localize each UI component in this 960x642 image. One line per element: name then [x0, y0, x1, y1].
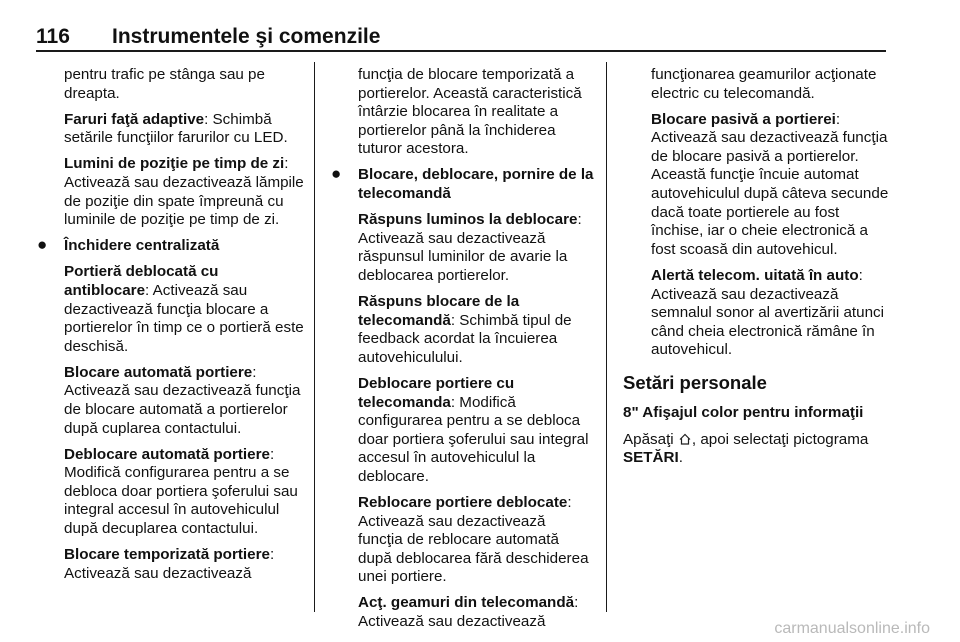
paragraph-text: funcţia de blocare temporizată a portierelor. Această caracteristică întârzie blocarea în realitate a portierelor până la închiderea tuturor acestora.: [358, 66, 582, 158]
term: Deblocare automată portiere: [64, 445, 270, 463]
definition: : Activează sau dezactivează semnalul sonor al avertizării atunci când cheia electronică rămâne în autovehicul.: [651, 266, 884, 359]
paragraph-text: funcţionarea geamurilor acţionate electric cu telecomandă.: [651, 66, 877, 102]
paragraph: [64, 546, 306, 583]
term: Blocare pasivă a portierei: [651, 110, 836, 128]
paragraph: [64, 263, 306, 356]
bullet-icon: ●: [37, 235, 48, 255]
term: Faruri faţă adaptive: [64, 110, 205, 128]
paragraph: [358, 375, 594, 487]
page-header: [0, 0, 960, 52]
term: Răspuns blocare de la telecomandă: [358, 293, 520, 329]
paragraph-text: pentru trafic pe stânga sau pe dreapta.: [64, 66, 265, 102]
term: Acţ. geamuri din telecomandă: [358, 594, 575, 612]
definition: : Schimbă tipul de feedback acordat la încuierea autovehiculului.: [358, 311, 572, 366]
paragraph: [64, 155, 306, 229]
page-number: 116: [36, 25, 70, 48]
definition: : Modifică configurarea pentru a se debloca doar portiera şoferului sau integral accesul în autovehiculul după decuplarea contactului.: [64, 445, 298, 538]
term: Răspuns luminos la deblocare: [358, 211, 578, 229]
paragraph: [651, 111, 889, 260]
term: Lumini de poziţie pe timp de zi: [64, 155, 285, 173]
section-heading: Setări personale: [623, 371, 767, 393]
term: SETĂRI: [623, 449, 679, 467]
paragraph: [651, 66, 889, 103]
paragraph: [358, 494, 594, 587]
instruction-text: Apăsaţi: [623, 430, 674, 448]
instruction-text: , apoi selectaţi pictograma: [691, 430, 869, 448]
term: Blocare temporizată portiere: [64, 546, 270, 564]
definition: : Activează sau dezactivează funcţia de blocare pasivă a portierelor. Această funcţie încuie automat autovehiculul după câteva secunde dacă toate portierele au fost închise, iar o cheie electronică a fost scoasă din autovehicul.: [651, 110, 889, 258]
definition: : Activează sau dezactivează funcţia de blocare automată a portierelor după cuplarea contactului.: [64, 363, 301, 437]
definition: : Activează sau dezactivează: [64, 546, 275, 582]
term: Deblocare portiere cu telecomanda: [358, 374, 515, 411]
term: Blocare automată portiere: [64, 363, 253, 381]
definition: : Activează sau dezactivează răspunsul luminilor de avarie la deblocarea portierelor.: [358, 211, 582, 284]
paragraph: [358, 211, 594, 285]
column-2: [331, 66, 594, 639]
column-divider-1: [314, 62, 315, 612]
paragraph: [64, 111, 306, 148]
paragraph: [64, 446, 306, 539]
definition: : Schimbă setările funcţiilor farurilor cu LED.: [64, 110, 288, 147]
term: Reblocare portiere deblocate: [358, 493, 568, 511]
paragraph: [358, 293, 594, 367]
sub-heading: 8" Afişajul color pentru informaţii: [623, 403, 864, 421]
bullet-item: [37, 235, 306, 256]
definition: : Modifică configurarea pentru a se debloca doar portiera şoferului sau integral accesul în autovehiculul la deblocare.: [358, 393, 589, 485]
bullet-label: Închidere centralizată: [64, 237, 220, 255]
header-rule: [36, 50, 886, 52]
paragraph: [358, 66, 594, 159]
column-3: [623, 66, 889, 475]
watermark-text: carmanualsonline.info: [774, 620, 930, 637]
definition: : Activează sau dezactivează: [358, 594, 579, 631]
definition: : Activează sau dezactivează funcţia de reblocare automată după deblocarea fără deschiderea unei portiere.: [358, 493, 589, 586]
paragraph: [623, 431, 889, 468]
bullet-label: Blocare, deblocare, pornire de la telecomandă: [358, 166, 594, 203]
definition: : Activează sau dezactivează lămpile de poziţie din spate împreună cu luminile de poziţie pe timp de zi.: [64, 155, 304, 229]
watermark: [0, 620, 960, 638]
home-icon: [678, 432, 692, 446]
definition: : Activează sau dezactivează funcţia blocare a portierelor în timp ce o portieră este deschisă.: [64, 281, 304, 355]
bullet-item: [331, 164, 594, 203]
bullet-icon: ●: [331, 164, 342, 184]
chapter-title: Instrumentele şi comenzile: [112, 25, 381, 48]
paragraph: [651, 267, 889, 360]
paragraph: [64, 66, 306, 103]
column-1: [37, 66, 306, 591]
paragraph: [64, 364, 306, 438]
term: Portieră deblocată cu antiblocare: [64, 263, 219, 299]
term: Alertă telecom. uitată în auto: [651, 266, 859, 284]
column-divider-2: [606, 62, 607, 612]
punctuation: .: [678, 449, 683, 467]
